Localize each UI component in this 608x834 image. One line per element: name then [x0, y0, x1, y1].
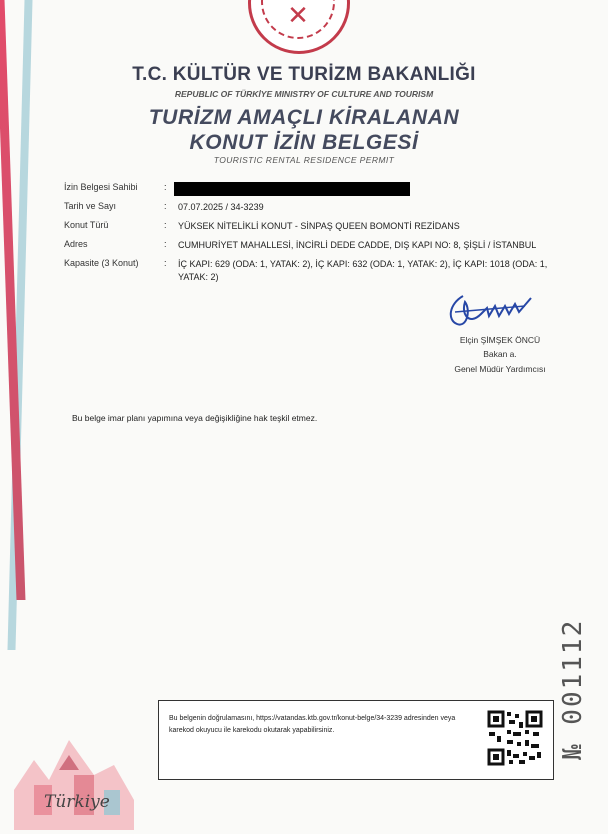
capacity-label: Kapasite (3 Konut): [64, 258, 139, 268]
document-title-line2: KONUT İZİN BELGESİ: [189, 131, 419, 154]
capacity-row: [64, 258, 574, 284]
serial-number: № 001112: [558, 618, 588, 760]
date-label: Tarih ve Sayı: [64, 201, 117, 211]
address-row: [64, 239, 574, 255]
capacity-value: İÇ KAPI: 629 (ODA: 1, YATAK: 2), İÇ KAPI: 632 (ODA: 1, YATAK: 2), İÇ KAPI: 1018 (ODA: 1, YATAK: 2): [178, 259, 548, 282]
type-row: [64, 220, 574, 236]
holder-colon: :: [164, 182, 167, 192]
address-label: Adres: [64, 239, 88, 249]
date-value: 07.07.2025 / 34-3239: [178, 202, 264, 212]
redaction-bar: [174, 182, 410, 196]
date-row: [64, 201, 574, 217]
document-title-line1: TURİZM AMAÇLI KİRALANAN: [148, 106, 460, 129]
type-value: YÜKSEK NİTELİKLİ KONUT - SİNPAŞ QUEEN BOMONTİ REZİDANS: [178, 221, 460, 231]
ministry-emblem-icon: ✕: [248, 0, 350, 54]
capacity-colon: :: [164, 258, 167, 268]
qr-code-icon[interactable]: [487, 710, 543, 766]
ministry-name-en: REPUBLIC OF TÜRKİYE MINISTRY OF CULTURE AND TOURISM: [174, 89, 434, 99]
address-value: CUMHURİYET MAHALLESİ, İNCİRLİ DEDE CADDE, DIŞ KAPI NO: 8, ŞİŞLİ / İSTANBUL: [178, 240, 537, 250]
permit-fields: [64, 182, 574, 287]
holder-row: [64, 182, 574, 198]
type-colon: :: [164, 220, 167, 230]
verification-box: [158, 700, 554, 780]
address-colon: :: [164, 239, 167, 249]
signatory-role-line1: Bakan a.: [483, 349, 517, 359]
date-colon: :: [164, 201, 167, 211]
turkiye-logo-icon: [4, 730, 144, 830]
signatory-name: Elçin ŞİMŞEK ÖNCÜ: [459, 335, 541, 345]
signatory-role-line2: Genel Müdür Yardımcısı: [454, 364, 546, 374]
ministry-name-tr: T.C. KÜLTÜR VE TURİZM BAKANLIĞI: [132, 64, 476, 85]
document-title-en: TOURISTIC RENTAL RESIDENCE PERMIT: [213, 155, 395, 165]
legal-note: Bu belge imar planı yapımına veya değişikliğine hak teşkil etmez.: [72, 413, 318, 423]
holder-label: İzin Belgesi Sahibi: [64, 182, 138, 192]
verification-text[interactable]: Bu belgenin doğrulamasını, https://vatandas.ktb.gov.tr/konut-belge/34-3239 adresinden veya karekod okuyucu ile karekodu okutarak yapabilirsiniz.: [169, 715, 456, 734]
turkiye-logo-text: Türkiye: [44, 792, 110, 812]
signature-image: [445, 290, 535, 332]
type-label: Konut Türü: [64, 220, 109, 230]
